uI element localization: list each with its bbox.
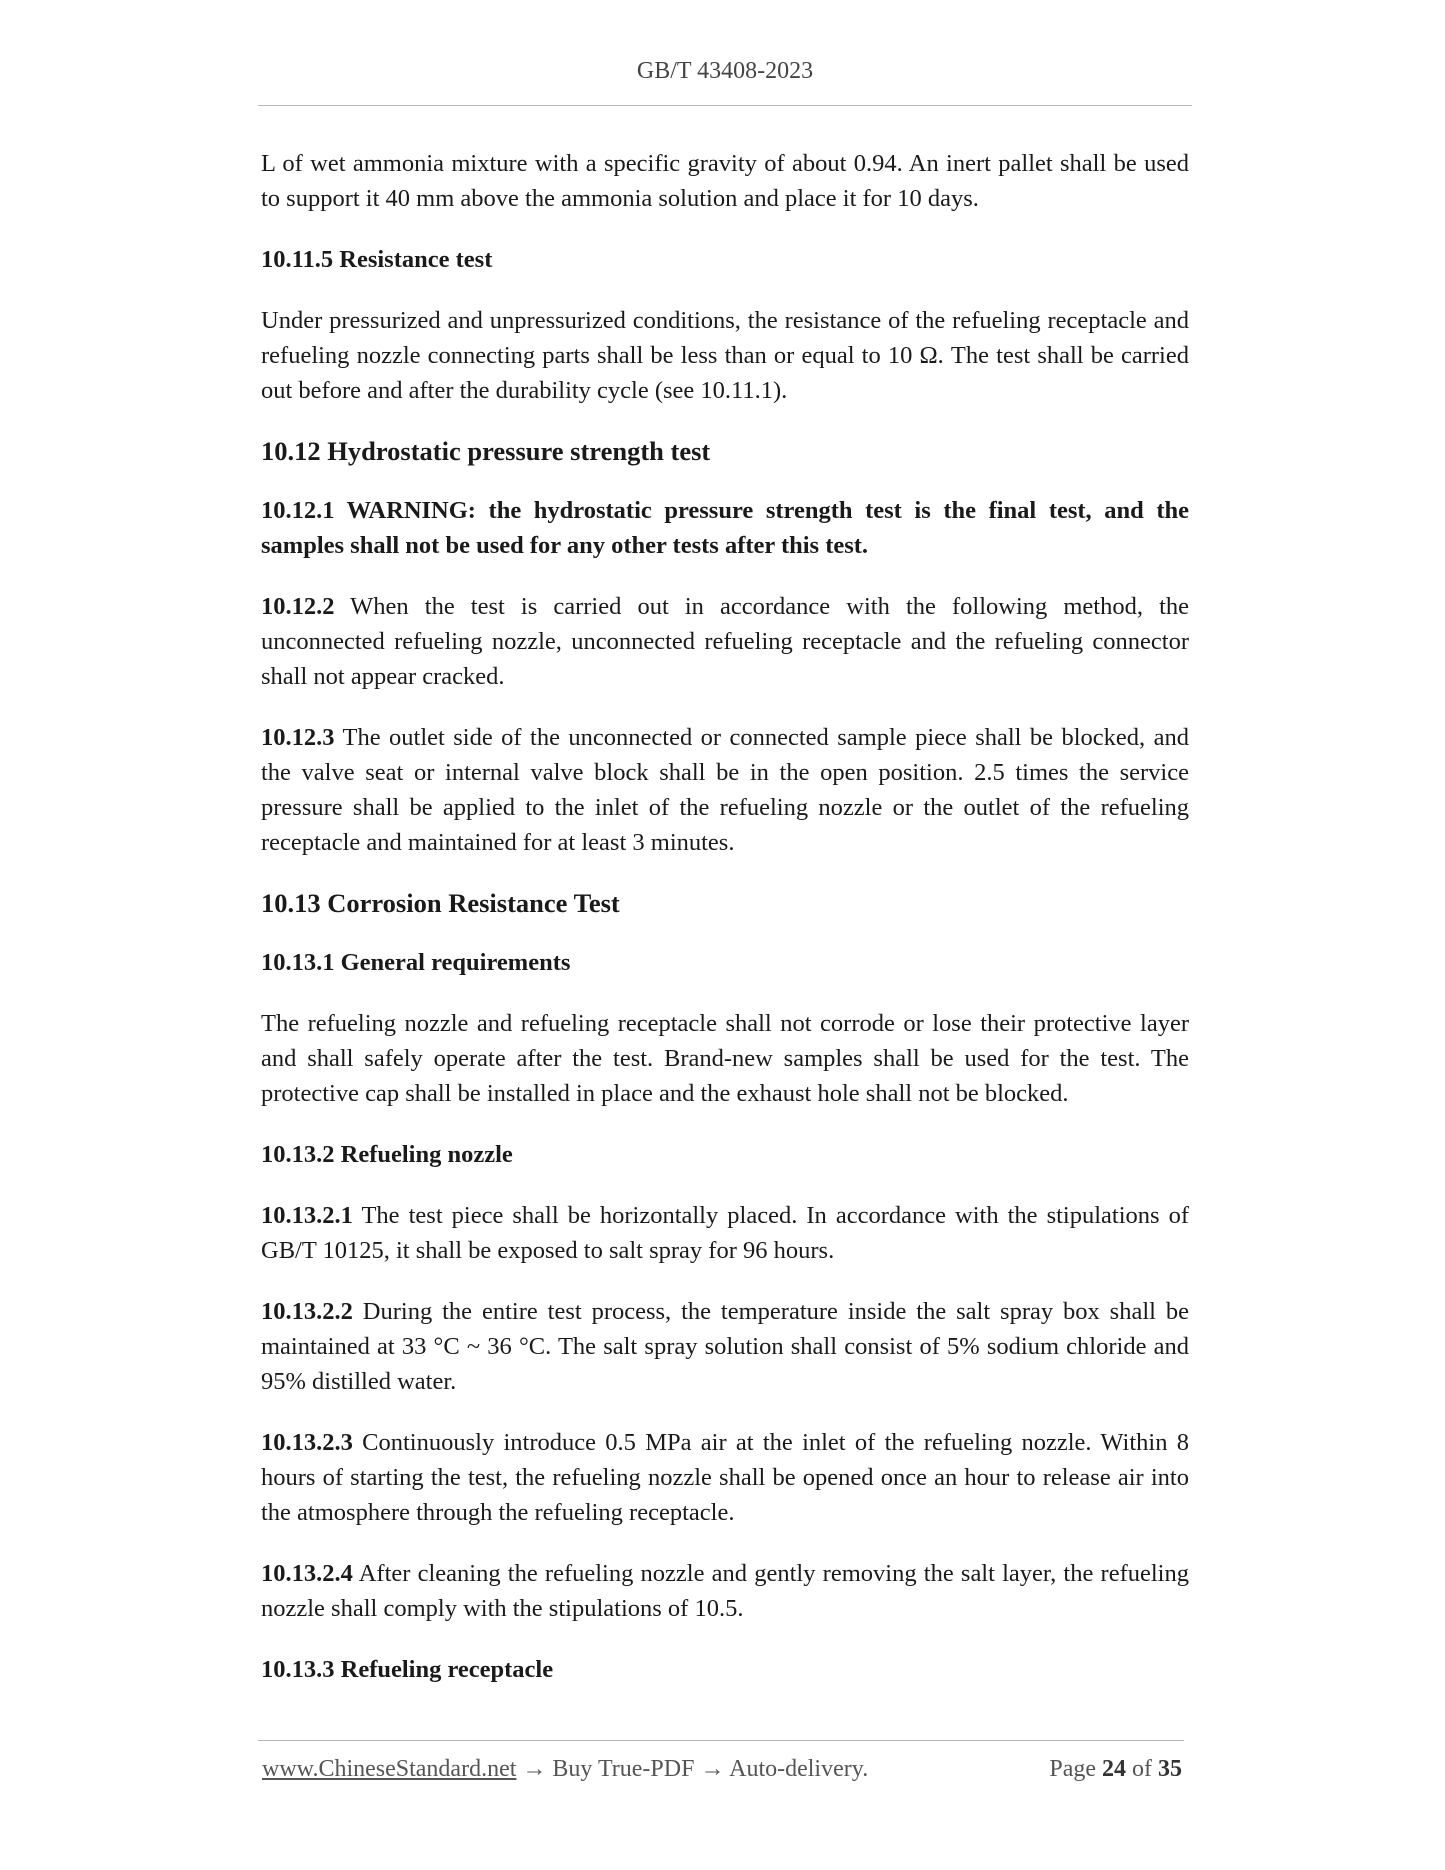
clause-number: 10.12.2 [261, 593, 335, 620]
document-body [261, 146, 1189, 1713]
paragraph-10-12-2 [261, 589, 1189, 694]
heading-10-11-5: 10.11.5 Resistance test [261, 246, 493, 273]
paragraph-10-13-2-4 [261, 1556, 1189, 1626]
clause-text: Continuously introduce 0.5 MPa air at the inlet of the refueling nozzle. Within 8 hours of starting the test, the refueling nozzle shall be opened once an hour to release air into the atmosphere through the refueling receptacle. [261, 1429, 1189, 1526]
clause-number: 10.13.2.3 [261, 1429, 353, 1456]
paragraph-10-11-5: Under pressurized and unpressurized conditions, the resistance of the refueling receptacle and refueling nozzle connecting parts shall be less than or equal to 10 Ω. The test shall be carried out before and after the durability cycle (see 10.11.1). [261, 307, 1189, 404]
warning-text: 10.12.1 WARNING: the hydrostatic pressure strength test is the final test, and the samples shall not be used for any other tests after this test. [261, 497, 1189, 559]
heading-10-12: 10.12 Hydrostatic pressure strength test [261, 436, 711, 466]
clause-number: 10.12.3 [261, 724, 335, 751]
heading-10-13: 10.13 Corrosion Resistance Test [261, 888, 620, 918]
footer-divider [258, 1740, 1184, 1741]
clause-text: During the entire test process, the temperature inside the salt spray box shall be maintained at 33 °C ~ 36 °C. The salt spray solution shall consist of 5% sodium chloride and 95% distilled water. [261, 1298, 1189, 1395]
of-label: of [1126, 1756, 1158, 1782]
page-label: Page [1049, 1756, 1102, 1782]
clause-number: 10.13.2.4 [261, 1560, 353, 1587]
clause-number: 10.13.2.1 [261, 1202, 353, 1229]
clause-text: The test piece shall be horizontally placed. In accordance with the stipulations of GB/T 10125, it shall be exposed to salt spray for 96 hours. [261, 1202, 1189, 1264]
paragraph-continuation: L of wet ammonia mixture with a specific gravity of about 0.94. An inert pallet shall be used to support it 40 mm above the ammonia solution and place it for 10 days. [261, 150, 1189, 212]
heading-10-13-2: 10.13.2 Refueling nozzle [261, 1141, 513, 1168]
clause-number: 10.13.2.2 [261, 1298, 353, 1325]
page-indicator [1049, 1756, 1182, 1783]
footer-promo [262, 1756, 868, 1783]
paragraph-10-13-2-3 [261, 1425, 1189, 1530]
website-link[interactable]: www.ChineseStandard.net [262, 1756, 517, 1782]
clause-text: After cleaning the refueling nozzle and gently removing the salt layer, the refueling nozzle shall comply with the stipulations of 10.5. [261, 1560, 1189, 1622]
paragraph-10-13-2-2 [261, 1294, 1189, 1399]
paragraph-10-12-3 [261, 720, 1189, 860]
heading-10-13-1: 10.13.1 General requirements [261, 949, 571, 976]
paragraph-10-13-1: The refueling nozzle and refueling receptacle shall not corrode or lose their protective layer and shall safely operate after the test. Brand-new samples shall be used for the test. The protective cap shall be installed in place and the exhaust hole shall not be blocked. [261, 1010, 1189, 1107]
page-total: 35 [1158, 1756, 1182, 1782]
clause-text: The outlet side of the unconnected or connected sample piece shall be blocked, and the valve seat or internal valve block shall be in the open position. 2.5 times the service pressure shall be applied to the inlet of the refueling nozzle or the outlet of the refueling receptacle and maintained for at least 3 minutes. [261, 724, 1189, 856]
header-divider [258, 105, 1192, 106]
paragraph-10-13-2-1 [261, 1198, 1189, 1268]
heading-10-13-3: 10.13.3 Refueling receptacle [261, 1656, 554, 1683]
paragraph-10-12-1 [261, 493, 1189, 563]
footer-promo-text: → Buy True-PDF → Auto-delivery. [516, 1756, 869, 1782]
page-number: 24 [1102, 1756, 1126, 1782]
page-header-title: GB/T 43408-2023 [636, 58, 814, 84]
clause-text: When the test is carried out in accordance with the following method, the unconnected refueling nozzle, unconnected refueling receptacle and the refueling connector shall not appear cracked. [261, 593, 1189, 690]
